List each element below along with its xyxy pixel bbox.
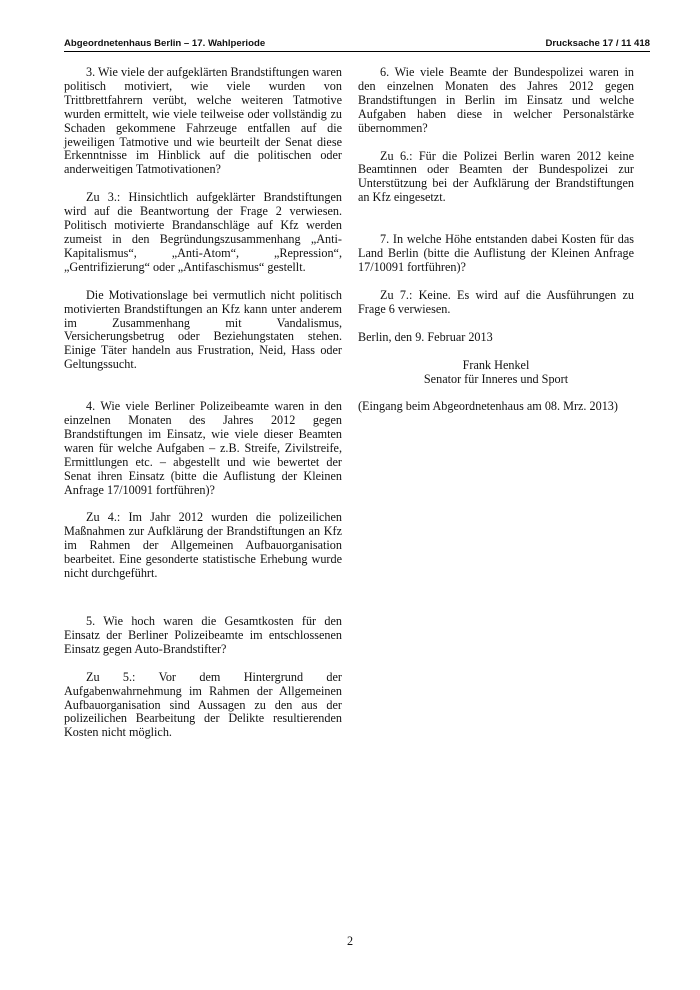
answer-3-part-2: Die Motivationslage bei vermutlich nicht politisch motivierten Brandstiftungen an Kfz kann unter anderem im Zusammenhang mit Vandalismus, Versicherungsbetrug oder Beziehungstaten stehen. Einige Täter handeln aus Frustration, Neid, Hass oder Geltungssucht. (64, 287, 342, 372)
question-4: 4. Wie viele Berliner Polizeibeamte waren in den einzelnen Monaten des Jahres 2012 gegen Brandstiftungen im Einsatz, wie viele dieser Beamten waren für welche Aufgaben – z.B. Streife, Zivilstreife, Ermittlungen etc. – abgestellt und wie bewertet der Senat ihren Einsatz (bitte die Auflistung der Kleinen Anfrage 17/10091 fortführen)? (64, 399, 342, 497)
left-column (64, 66, 342, 740)
signature-date: Berlin, den 9. Februar 2013 (358, 329, 493, 344)
header-document-number: Drucksache 17 / 11 418 (545, 38, 650, 49)
header-parliament: Abgeordnetenhaus Berlin – 17. Wahlperiode (64, 38, 266, 49)
page-header (64, 38, 650, 52)
answer-4: Zu 4.: Im Jahr 2012 wurden die polizeilichen Maßnahmen zur Aufklärung der Brandstiftungen an Kfz im Rahmen der Allgemeinen Aufbauorganisation bearbeitet. Eine gesonderte statistische Erhebung wurde nicht durchgeführt. (64, 510, 342, 581)
question-3: 3. Wie viele der aufgeklärten Brandstiftungen waren politisch motiviert, wie viele wurden von Trittbrettfahrern verübt, welche weiteren Tatmotive wurden ermittelt, wie viele teilweise oder vollständig zu Schaden gekommene Fahrzeuge entfallen auf die jeweiligen Tatmotive und wie beurteilt der Senat diese Erkenntnisse im Hinblick auf die politischen oder anderweitigen Tatmotivationen? (64, 65, 342, 177)
page-number: 2 (346, 934, 354, 948)
answer-7: Zu 7.: Keine. Es wird auf die Ausführungen zu Frage 6 verwiesen. (358, 287, 634, 316)
signer-title: Senator für Inneres und Sport (423, 371, 569, 386)
question-5: 5. Wie hoch waren die Gesamtkosten für den Einsatz der Berliner Polizeibeamte im entschlossenen Einsatz gegen Auto-Brandstifter? (64, 614, 342, 656)
received-note: (Eingang beim Abgeordnetenhaus am 08. Mrz. 2013) (358, 399, 618, 414)
question-7: 7. In welche Höhe entstanden dabei Kosten für das Land Berlin (bitte die Auflistung der Kleinen Anfrage 17/10091 fortführen)? (358, 232, 634, 274)
answer-3-part-1: Zu 3.: Hinsichtlich aufgeklärter Brandstiftungen wird auf die Beantwortung der Frage 2 verwiesen. Politisch motivierte Brandanschläge auf Kfz werden zumeist in den Begründungszusammenhang „Anti-Kapitalismus“, „Anti-Atom“, „Repression“, „Gentrifizierung“ oder „Antifaschismus“ gestellt. (64, 190, 342, 274)
answer-5: Zu 5.: Vor dem Hintergrund der Aufgabenwahrnehmung im Rahmen der Allgemeinen Aufbauorganisation sind Aussagen zu den aus der polizeilichen Bearbeitung der Delikte resultierenden Kosten nicht möglich. (64, 669, 342, 740)
question-6: 6. Wie viele Beamte der Bundespolizei waren in den einzelnen Monaten des Jahres 2012 gegen Brandstiftungen in Berlin im Einsatz und welche Aufgaben haben diese in welcher Personalstärke übernommen? (358, 65, 634, 135)
answer-6: Zu 6.: Für die Polizei Berlin waren 2012 keine Beamtinnen oder Beamten der Bundespolizei zur Unterstützung bei der Aufklärung der Brandstiftungen an Kfz eingesetzt. (358, 148, 634, 205)
signer-name: Frank Henkel (462, 357, 530, 372)
right-column (358, 66, 634, 414)
